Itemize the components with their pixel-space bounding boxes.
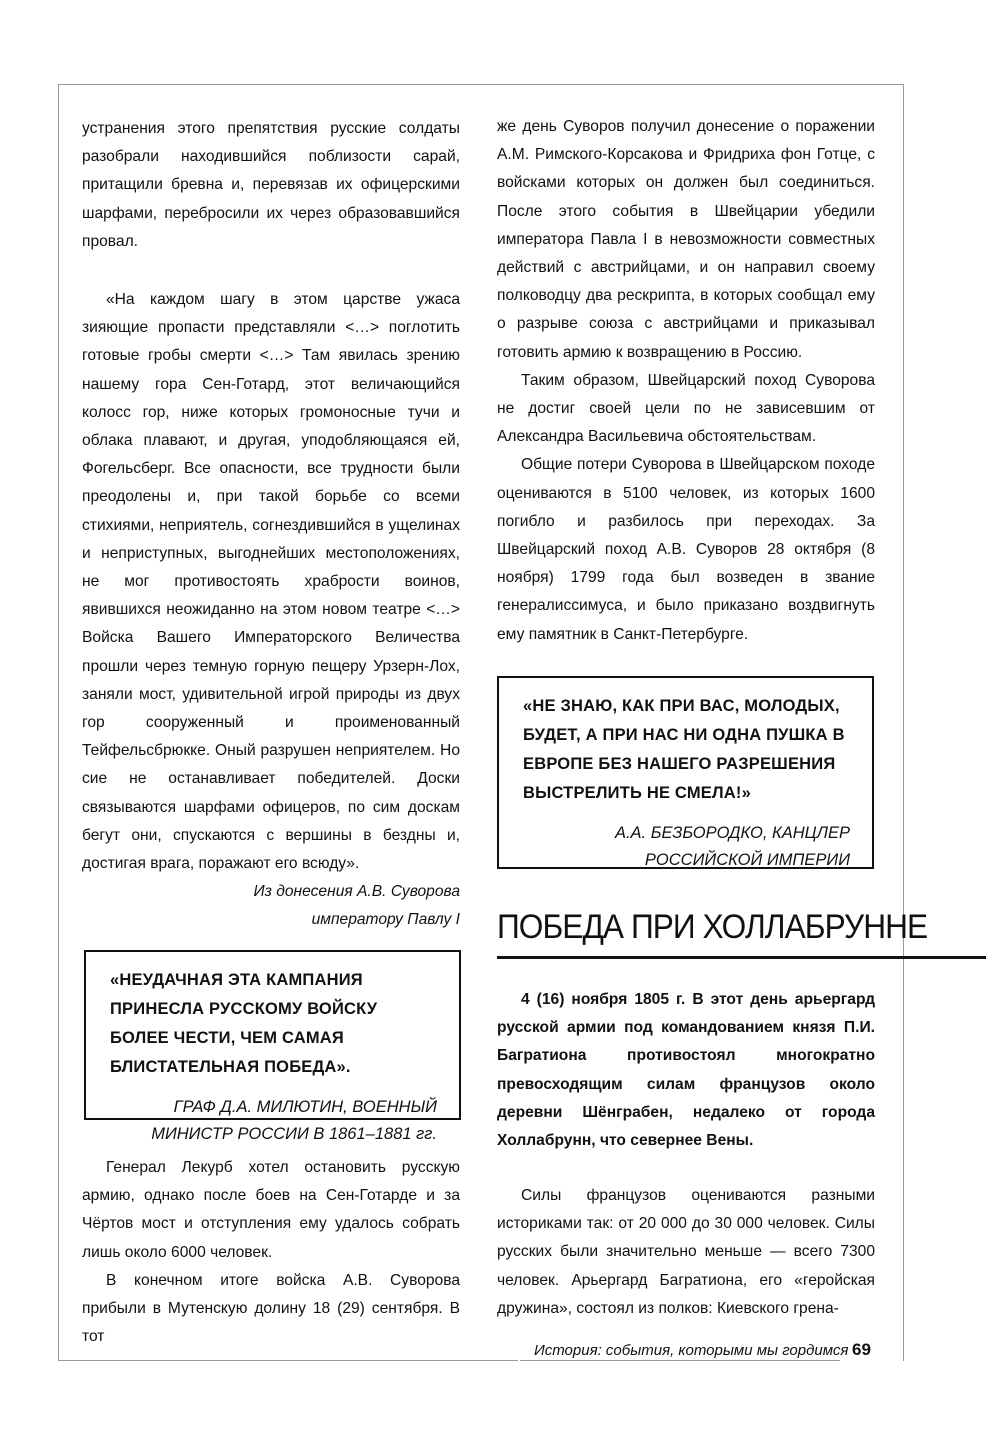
section-lead xyxy=(497,986,875,1155)
pull-quote-author-line1: ГРАФ Д.А. МИЛЮТИН, ВОЕННЫЙ xyxy=(173,1098,437,1116)
pull-quote-author-line2: РОССИЙСКОЙ ИМПЕРИИ xyxy=(644,851,850,869)
page-frame-left xyxy=(58,84,59,1361)
running-title: История: события, которыми мы гордимся xyxy=(534,1342,849,1359)
pull-quote-author-line1: А.А. БЕЗБОРОДКО, КАНЦЛЕР xyxy=(614,824,850,842)
report-source-line1: Из донесения А.В. Суворова xyxy=(253,883,460,901)
paragraph: Силы французов оцениваются разными историками так: от 20 000 до 30 000 человек. Силы русских были значительно меньше — всего 7300 человек. Арьергард Багратиона, его «геройская дружина», состоял из полков: Киевского грена- xyxy=(497,1187,875,1317)
pull-quote-milyutin xyxy=(84,950,461,1143)
report-source-line2: императору Павлу I xyxy=(311,911,460,929)
paragraph: Общие потери Суворова в Швейцарском походе оцениваются в 5100 человек, из которых 1600 погибло и разбилось при переходах. За Швейцарский поход А.В. Суворов 28 октября (8 ноября) 1799 года был возведен в звание генералиссимуса, и было приказано воздвигнуть ему памятник в Санкт-Петербурге. xyxy=(497,456,875,643)
page-frame-top xyxy=(58,84,904,85)
paragraph: устранения этого препятствия русские солдаты разобрали находившийся поблизости сарай, притащили бревна и, перевязав их офицерскими шарфами, перебросили их через образовавшийся провал. xyxy=(82,120,460,250)
pull-quote-text: «НЕ ЗНАЮ, КАК ПРИ ВАС, МОЛОДЫХ, БУДЕТ, А ПРИ НАС НИ ОДНА ПУШКА В ЕВРОПЕ БЕЗ НАШЕГО РАЗРЕШЕНИЯ ВЫСТРЕЛИТЬ НЕ СМЕЛА!» xyxy=(523,697,845,802)
page-number: 69 xyxy=(852,1340,871,1359)
section-heading: ПОБЕДА ПРИ ХОЛЛАБРУННЕ xyxy=(497,908,928,946)
heading-rule xyxy=(497,956,986,959)
quoted-report: «На каждом шагу в этом царстве ужаса зияющие пропасти представляли <…> поглотить готовые гробы смерти <…> Там явилась зрению нашему гора Сен-Готард, этот величающийся колосс гор, ниже которых громоносные тучи и облака плавают, и другая, уподобляющаяся ей, Фогельсберг. Все опасности, все трудности были преодолены и, при такой борьбе со всеми стихиями, неприятель, согнездившийся в ущелинах и неприступных, выгоднейших местоположениях, не мог противостоять храбрости воинов, явившихся неожиданно на этом новом театре <…> Войска Вашего Императорского Величества прошли через темную горную пещеру Урзерн-Лох, заняли мост, удивительной игрой природы из двух гор сооруженный и проименованный Тейфельсбрюкке. Оный разрушен неприятелем. Но сие не останавливает победителей. Доски связываются шарфами офицеров, по сим доскам бегут они, спускаются с вершины в бездны и, достигая врага, поражают его всюду». xyxy=(82,291,460,873)
right-column xyxy=(497,113,875,649)
pull-quote-author-line2: МИНИСТР РОССИИ В 1861–1881 гг. xyxy=(151,1125,437,1143)
section-body xyxy=(497,1182,875,1323)
paragraph: же день Суворов получил донесение о поражении А.М. Римского-Корсакова и Фридриха фон Готце, с войсками которых он должен был соединиться. После этого события в Швейцарии убедили императора Павла I в невозможности совместных действий с австрийцами, и он направил своему полководцу два рескрипта, в которых сообщал ему о разрыве союза с австрийцами и приказывал готовить армию к возвращению в Россию. xyxy=(497,118,875,361)
footer-rule xyxy=(520,1360,840,1361)
page-frame-bottom xyxy=(58,1360,518,1361)
left-column xyxy=(82,115,460,935)
pull-quote-bezborodko xyxy=(497,676,874,869)
pull-quote-text: «НЕУДАЧНАЯ ЭТА КАМПАНИЯ ПРИНЕСЛА РУССКОМУ ВОЙСКУ БОЛЕЕ ЧЕСТИ, ЧЕМ САМАЯ БЛИСТАТЕЛЬНАЯ ПОБЕДА». xyxy=(110,971,378,1076)
left-column-bottom xyxy=(82,1154,460,1351)
page-frame-right xyxy=(903,84,904,1361)
lead-paragraph: 4 (16) ноября 1805 г. В этот день арьергард русской армии под командованием князя П.И. Багратиона противостоял многократно превосходящим силам французов около деревни Шёнграбен, недалеко от города Холлабрунн, что севернее Вены. xyxy=(497,991,875,1150)
paragraph: В конечном итоге войска А.В. Суворова прибыли в Мутенскую долину 18 (29) сентября. В тот xyxy=(82,1271,460,1346)
paragraph: Генерал Лекурб хотел остановить русскую армию, однако после боев на Сен-Готарде и за Чёртов мост и отступления ему удалось собрать лишь около 6000 человек. xyxy=(82,1159,460,1261)
paragraph: Таким образом, Швейцарский поход Суворова не достиг своей цели по не зависевшим от Александра Васильевича обстоятельствам. xyxy=(497,371,875,446)
